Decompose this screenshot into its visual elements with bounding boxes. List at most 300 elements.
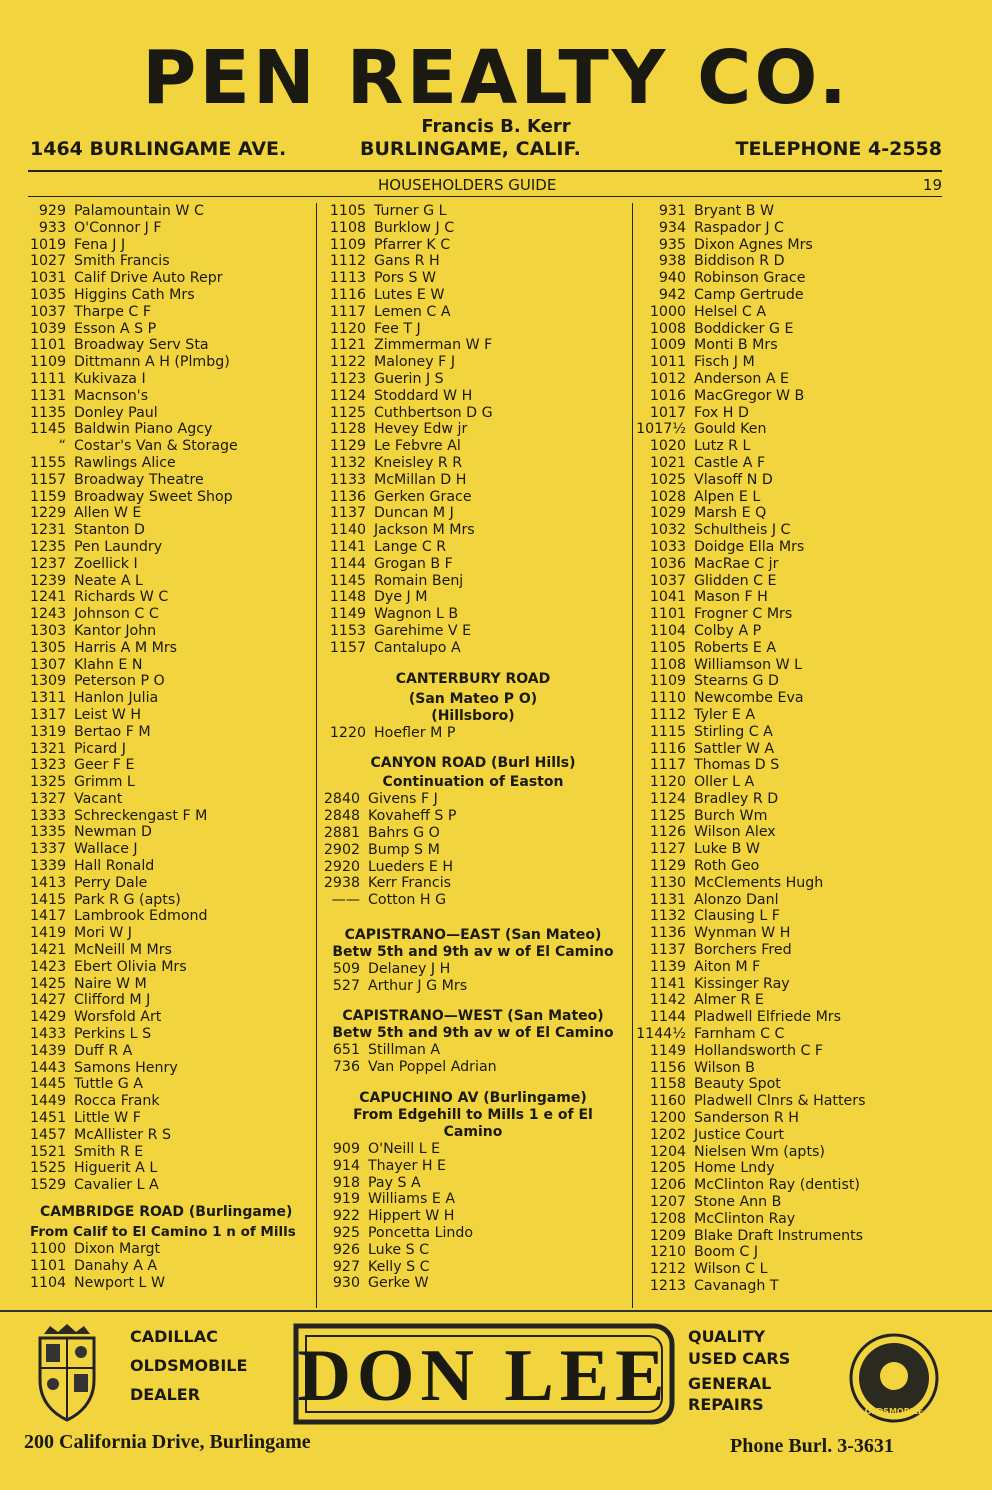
street-subheading: Continuation of Easton xyxy=(382,774,564,791)
resident-name: Monti B Mrs xyxy=(694,337,778,354)
directory-entry xyxy=(30,791,314,808)
directory-entry xyxy=(636,337,946,354)
house-number: 1012 xyxy=(649,370,686,387)
resident-name: Gould Ken xyxy=(694,421,767,438)
directory-entry xyxy=(30,573,314,590)
directory-entry xyxy=(30,321,314,338)
directory-entry xyxy=(30,606,314,623)
resident-name: Palamountain W C xyxy=(74,203,204,219)
directory-entry xyxy=(636,371,946,388)
house-number: 1111 xyxy=(30,370,67,387)
directory-entry xyxy=(320,304,626,321)
house-number: 1305 xyxy=(30,639,67,656)
logo-text: DON LEE xyxy=(297,1335,671,1417)
resident-name: Broadway Serv Sta xyxy=(74,337,209,354)
house-number: 940 xyxy=(658,270,686,287)
directory-entry xyxy=(636,976,946,993)
house-number: 1423 xyxy=(30,958,67,975)
directory-entry xyxy=(30,589,314,606)
resident-name: Thomas D S xyxy=(694,757,780,774)
badge-text: OLDSMOBILE xyxy=(864,1407,924,1416)
resident-name: Duncan M J xyxy=(374,505,454,522)
resident-name: Dixon Agnes Mrs xyxy=(694,236,813,253)
house-number: 1445 xyxy=(30,1076,67,1093)
resident-name: Aiton M F xyxy=(694,958,761,975)
house-number: 736 xyxy=(332,1059,360,1076)
house-number: 1139 xyxy=(649,958,686,975)
house-number: 1457 xyxy=(30,1126,67,1143)
resident-name: Arthur J G Mrs xyxy=(368,977,468,994)
resident-name: Bradley R D xyxy=(694,790,779,807)
house-number: 2920 xyxy=(323,858,360,875)
house-number: 1157 xyxy=(329,639,366,656)
house-number: 1144 xyxy=(649,1009,686,1026)
ad-used-cars: USED CARS xyxy=(688,1349,791,1368)
resident-name: Hevey Edw jr xyxy=(374,421,468,438)
directory-entry xyxy=(320,573,626,590)
resident-name: Alpen E L xyxy=(694,488,761,505)
resident-name: Wynman W H xyxy=(694,925,791,942)
house-number: 1125 xyxy=(649,807,686,824)
house-number: 1157 xyxy=(30,471,67,488)
house-number: 1421 xyxy=(30,942,67,959)
resident-name: Bahrs G O xyxy=(368,824,440,841)
house-number: 1141 xyxy=(329,538,366,555)
house-number: 935 xyxy=(658,236,686,253)
directory-entry xyxy=(636,908,946,925)
resident-name: Harris A M Mrs xyxy=(74,639,178,656)
house-number: 1148 xyxy=(329,589,366,606)
street-subheading: (San Mateo P O) xyxy=(408,690,538,707)
resident-name: Esson A S P xyxy=(74,320,157,337)
directory-entry xyxy=(30,976,314,993)
house-number: 2840 xyxy=(323,791,360,808)
resident-name: Lutz R L xyxy=(694,438,751,455)
resident-name: Vacant xyxy=(74,790,123,807)
house-number: 1153 xyxy=(329,622,366,639)
resident-name: Stearns G D xyxy=(694,673,779,690)
house-number: 1327 xyxy=(30,790,67,807)
house-number: 1135 xyxy=(30,404,67,421)
resident-name: Wagnon L B xyxy=(374,606,459,623)
resident-name: Cotton H G xyxy=(368,892,447,909)
directory-entry xyxy=(320,1141,626,1158)
house-number: 1335 xyxy=(30,824,67,841)
directory-entry xyxy=(320,220,626,237)
resident-name: Hanlon Julia xyxy=(74,690,159,707)
resident-name: Bump S M xyxy=(368,841,440,858)
directory-entry xyxy=(636,673,946,690)
house-number: 1029 xyxy=(649,505,686,522)
directory-entry xyxy=(30,522,314,539)
house-number: 1317 xyxy=(30,706,67,723)
resident-name: Doidge Ella Mrs xyxy=(694,538,805,555)
directory-entry xyxy=(30,371,314,388)
directory-entry xyxy=(636,1278,946,1295)
resident-name: Stoddard W H xyxy=(374,387,473,404)
resident-name: Stirling C A xyxy=(694,723,773,740)
ad-general: GENERAL xyxy=(688,1374,772,1393)
resident-name: Raspador J C xyxy=(694,219,784,236)
directory-entry xyxy=(636,220,946,237)
resident-name: Grimm L xyxy=(74,774,135,791)
directory-entry xyxy=(30,724,314,741)
resident-name: MacGregor W B xyxy=(694,387,805,404)
house-number: 1149 xyxy=(329,606,366,623)
directory-entry xyxy=(30,388,314,405)
company-name: PEN REALTY CO. xyxy=(142,35,850,121)
directory-entry xyxy=(320,859,626,876)
house-number: 1200 xyxy=(649,1110,686,1127)
house-number: 930 xyxy=(332,1275,360,1292)
house-number: 1041 xyxy=(649,589,686,606)
house-number: 1124 xyxy=(649,790,686,807)
directory-entry xyxy=(30,354,314,371)
street-subheading: (Hillsboro) xyxy=(431,707,515,724)
resident-name: Newman D xyxy=(74,824,152,841)
directory-entry xyxy=(30,640,314,657)
house-number: 1311 xyxy=(30,690,67,707)
owner-name: Francis B. Kerr xyxy=(421,116,571,137)
resident-name: Geer F E xyxy=(74,757,135,774)
house-number: 527 xyxy=(332,977,360,994)
house-number: 1101 xyxy=(30,337,67,354)
directory-entry xyxy=(636,757,946,774)
directory-entry xyxy=(30,707,314,724)
directory-entry xyxy=(636,623,946,640)
directory-entry xyxy=(636,287,946,304)
house-number: 1121 xyxy=(329,337,366,354)
resident-name: Mori W J xyxy=(74,925,132,942)
house-number: 1443 xyxy=(30,1059,67,1076)
house-number: 1309 xyxy=(30,673,67,690)
resident-name: Wilson Alex xyxy=(694,824,776,841)
house-number: 1413 xyxy=(30,874,67,891)
resident-name: Johnson C C xyxy=(74,606,159,623)
directory-entry xyxy=(636,304,946,321)
directory-entry xyxy=(30,757,314,774)
street-subheading: Betw 5th and 9th av w of El Camino xyxy=(332,1025,614,1042)
resident-name: Luke S C xyxy=(368,1241,430,1258)
house-number: 1011 xyxy=(649,354,686,371)
house-number: 2938 xyxy=(323,875,360,892)
resident-name: Stillman A xyxy=(368,1042,441,1059)
house-number: 1110 xyxy=(649,690,686,707)
company-telephone: TELEPHONE 4-2558 xyxy=(735,138,942,160)
directory-entry xyxy=(320,875,626,892)
resident-name: Farnham C C xyxy=(694,1026,785,1043)
directory-entry xyxy=(636,657,946,674)
resident-name: Rocca Frank xyxy=(74,1093,160,1110)
directory-entry xyxy=(30,253,314,270)
directory-entry xyxy=(320,1208,626,1225)
house-number: 1149 xyxy=(649,1042,686,1059)
house-number: 1212 xyxy=(649,1261,686,1278)
street-heading: CAMBRIDGE ROAD (Burlingame) xyxy=(40,1204,293,1221)
house-number: 1132 xyxy=(329,454,366,471)
resident-name: Wilson B xyxy=(694,1059,755,1076)
house-number: 1525 xyxy=(30,1160,67,1177)
directory-entry xyxy=(636,438,946,455)
house-number: 1144 xyxy=(329,555,366,572)
directory-entry xyxy=(30,455,314,472)
house-number: 1220 xyxy=(329,724,366,741)
house-number: 1101 xyxy=(649,606,686,623)
resident-name: Smith R E xyxy=(74,1143,144,1160)
directory-entry xyxy=(636,1043,946,1060)
house-number: 1100 xyxy=(30,1241,67,1258)
house-number: 1021 xyxy=(649,454,686,471)
directory-entry xyxy=(636,237,946,254)
directory-entry xyxy=(30,1026,314,1043)
resident-name: Guerin J S xyxy=(374,370,444,387)
directory-entry xyxy=(320,472,626,489)
resident-name: Sattler W A xyxy=(694,740,775,757)
house-number: 919 xyxy=(332,1191,360,1208)
resident-name: Kissinger Ray xyxy=(694,975,790,992)
house-number: 1124 xyxy=(329,387,366,404)
ad-address: 200 California Drive, Burlingame xyxy=(24,1431,311,1453)
resident-name: Boddicker G E xyxy=(694,320,794,337)
directory-entry xyxy=(636,741,946,758)
directory-entry xyxy=(30,438,314,455)
house-number: 1123 xyxy=(329,370,366,387)
house-number: 1039 xyxy=(30,320,67,337)
directory-entry xyxy=(636,690,946,707)
directory-list xyxy=(320,203,626,657)
resident-name: Kerr Francis xyxy=(368,875,452,892)
house-number: 1113 xyxy=(329,270,366,287)
house-number: 1433 xyxy=(30,1026,67,1043)
house-number: 1241 xyxy=(30,589,67,606)
directory-entry xyxy=(30,1076,314,1093)
house-number: 1137 xyxy=(649,942,686,959)
directory-entry xyxy=(30,203,314,220)
ad-dealer: DEALER xyxy=(130,1385,201,1404)
house-number: 1145 xyxy=(329,572,366,589)
directory-entry xyxy=(320,892,626,909)
house-number: 1303 xyxy=(30,622,67,639)
house-number: 1108 xyxy=(329,219,366,236)
resident-name: Allen W E xyxy=(74,505,142,522)
resident-name: Schultheis J C xyxy=(694,522,791,539)
house-number: 1116 xyxy=(329,286,366,303)
house-number: 1131 xyxy=(30,387,67,404)
resident-name: Newcombe Eva xyxy=(694,690,804,707)
resident-name: Calif Drive Auto Repr xyxy=(74,270,223,287)
resident-name: Perry Dale xyxy=(74,874,148,891)
directory-entry xyxy=(636,405,946,422)
street-heading: CAPISTRANO—WEST (San Mateo) xyxy=(342,1008,604,1025)
house-number: 1202 xyxy=(649,1126,686,1143)
house-number: 1417 xyxy=(30,908,67,925)
street-subheading: From Edgehill to Mills 1 e of El Camino xyxy=(353,1107,593,1141)
house-number: 1204 xyxy=(649,1143,686,1160)
directory-entry xyxy=(636,606,946,623)
resident-name: Samons Henry xyxy=(74,1059,178,1076)
house-number: 914 xyxy=(332,1157,360,1174)
resident-name: Cavalier L A xyxy=(74,1177,159,1194)
directory-entry xyxy=(30,690,314,707)
resident-name: Newport L W xyxy=(74,1274,165,1291)
directory-entry xyxy=(320,455,626,472)
resident-name: Tharpe C F xyxy=(74,303,152,320)
resident-name: Thayer H E xyxy=(368,1157,446,1174)
resident-name: Higuerit A L xyxy=(74,1160,158,1177)
resident-name: Givens F J xyxy=(368,791,438,808)
house-number: 1136 xyxy=(649,925,686,942)
resident-name: Boom C J xyxy=(694,1244,759,1261)
house-number: 1239 xyxy=(30,572,67,589)
house-number: 1037 xyxy=(649,572,686,589)
resident-name: Donley Paul xyxy=(74,404,158,421)
directory-entry xyxy=(320,1158,626,1175)
directory-entry xyxy=(636,824,946,841)
house-number: 1205 xyxy=(649,1160,686,1177)
resident-name: Marsh E Q xyxy=(694,505,767,522)
directory-entry xyxy=(636,892,946,909)
house-number: 1104 xyxy=(649,622,686,639)
directory-entry xyxy=(30,472,314,489)
directory-entry xyxy=(320,808,626,825)
resident-name: Pors S W xyxy=(374,270,437,287)
directory-entry xyxy=(30,808,314,825)
directory-entry xyxy=(30,673,314,690)
house-number: 1109 xyxy=(329,236,366,253)
directory-entry xyxy=(320,978,626,995)
directory-entry xyxy=(320,237,626,254)
house-number: 1129 xyxy=(329,438,366,455)
directory-entry xyxy=(320,1242,626,1259)
directory-entry xyxy=(636,573,946,590)
resident-name: Park R G (apts) xyxy=(74,891,181,908)
column-2 xyxy=(320,203,626,1292)
directory-entry xyxy=(30,892,314,909)
house-number: 1160 xyxy=(649,1093,686,1110)
directory-entry xyxy=(636,455,946,472)
resident-name: Turner G L xyxy=(374,203,447,219)
house-number: 1158 xyxy=(649,1076,686,1093)
resident-name: Pen Laundry xyxy=(74,538,163,555)
house-number: 934 xyxy=(658,219,686,236)
resident-name: Almer R E xyxy=(694,992,764,1009)
directory-entry xyxy=(636,505,946,522)
house-number: 927 xyxy=(332,1258,360,1275)
directory-entry xyxy=(636,270,946,287)
cadillac-crest-icon xyxy=(32,1324,102,1424)
directory-entry xyxy=(636,774,946,791)
directory-entry xyxy=(30,741,314,758)
resident-name: Roberts E A xyxy=(694,639,777,656)
directory-entry xyxy=(30,220,314,237)
directory-entry xyxy=(320,1042,626,1059)
directory-entry xyxy=(30,1093,314,1110)
resident-name: Duff R A xyxy=(74,1042,133,1059)
column-1 xyxy=(30,203,314,1291)
house-number: 1207 xyxy=(649,1194,686,1211)
directory-entry xyxy=(320,1259,626,1276)
street-subheading: Betw 5th and 9th av w of El Camino xyxy=(332,943,614,960)
resident-name: McAllister R S xyxy=(74,1126,171,1143)
directory-entry xyxy=(320,287,626,304)
resident-name: Pladwell Clnrs & Hatters xyxy=(694,1093,866,1110)
resident-name: Van Poppel Adrian xyxy=(368,1059,497,1076)
resident-name: Wallace J xyxy=(74,841,138,858)
house-number: 1127 xyxy=(649,841,686,858)
resident-name: Colby A P xyxy=(694,622,762,639)
house-number: 1027 xyxy=(30,253,67,270)
directory-entry xyxy=(320,489,626,506)
house-number: 1101 xyxy=(30,1257,67,1274)
directory-entry xyxy=(636,1009,946,1026)
resident-name: Gerke W xyxy=(368,1275,429,1292)
house-number: 1449 xyxy=(30,1093,67,1110)
house-number: 1235 xyxy=(30,538,67,555)
directory-entry xyxy=(30,992,314,1009)
resident-name: Robinson Grace xyxy=(694,270,806,287)
resident-name: Burch Wm xyxy=(694,807,768,824)
resident-name: Dittmann A H (Plmbg) xyxy=(74,354,230,371)
resident-name: Castle A F xyxy=(694,454,766,471)
house-number: 1025 xyxy=(649,471,686,488)
resident-name: Kneisley R R xyxy=(374,454,463,471)
resident-name: Williams E A xyxy=(368,1191,456,1208)
house-number: 1209 xyxy=(649,1227,686,1244)
directory-entry xyxy=(636,388,946,405)
resident-name: Peterson P O xyxy=(74,673,165,690)
resident-name: McClinton Ray (dentist) xyxy=(694,1177,860,1194)
house-number: 1115 xyxy=(649,723,686,740)
resident-name: Stone Ann B xyxy=(694,1194,782,1211)
resident-name: Higgins Cath Mrs xyxy=(74,286,195,303)
directory-entry xyxy=(636,421,946,438)
directory-list xyxy=(320,1141,626,1292)
house-number: 1319 xyxy=(30,723,67,740)
house-number: 1120 xyxy=(649,774,686,791)
house-number: 1333 xyxy=(30,807,67,824)
house-number: 1131 xyxy=(649,891,686,908)
directory-entry xyxy=(320,1275,626,1292)
house-number: 1321 xyxy=(30,740,67,757)
directory-entry xyxy=(320,270,626,287)
directory-entry xyxy=(30,1241,314,1258)
don-lee-logo xyxy=(292,1318,677,1430)
house-number: 651 xyxy=(332,1042,360,1059)
house-number: 1210 xyxy=(649,1244,686,1261)
house-number: 1112 xyxy=(329,253,366,270)
house-number: 1035 xyxy=(30,286,67,303)
directory-entry xyxy=(320,354,626,371)
house-number: 1323 xyxy=(30,757,67,774)
directory-entry xyxy=(636,942,946,959)
directory-entry xyxy=(320,842,626,859)
house-number: 1206 xyxy=(649,1177,686,1194)
resident-name: Wilson C L xyxy=(694,1261,768,1278)
resident-name: Kantor John xyxy=(74,622,157,639)
resident-name: Alonzo Danl xyxy=(694,891,779,908)
house-number: 1117 xyxy=(649,757,686,774)
resident-name: Cavanagh T xyxy=(694,1278,779,1294)
resident-name: MacRae C jr xyxy=(694,555,779,572)
resident-name: Baldwin Piano Agcy xyxy=(74,421,213,438)
directory-list xyxy=(320,791,626,909)
resident-name: Burklow J C xyxy=(374,219,455,236)
house-number: 942 xyxy=(658,286,686,303)
resident-name: Cuthbertson D G xyxy=(374,404,493,421)
house-number: 1425 xyxy=(30,975,67,992)
resident-name: Broadway Sweet Shop xyxy=(74,488,233,505)
street-heading: CAPUCHINO AV (Burlingame) xyxy=(359,1090,587,1107)
